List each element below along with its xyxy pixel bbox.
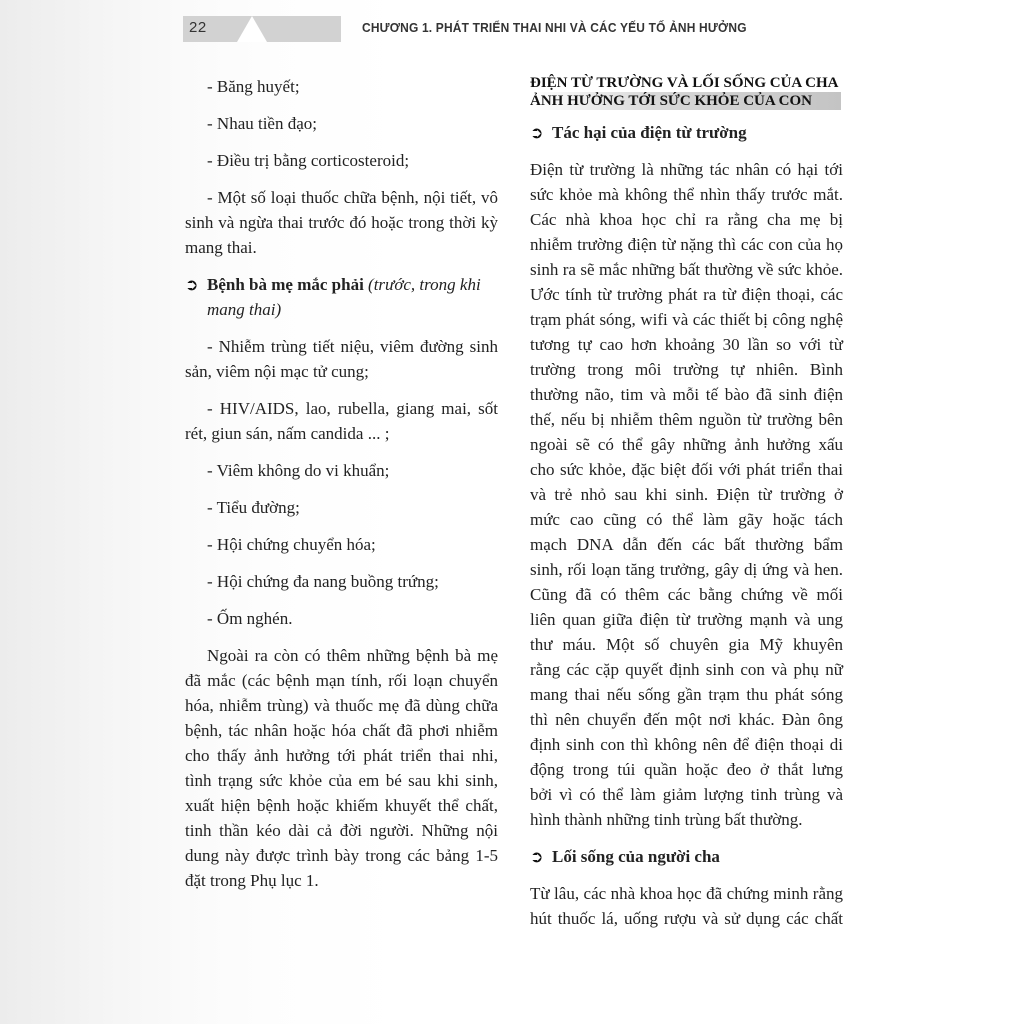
chapter-title: CHƯƠNG 1. PHÁT TRIỂN THAI NHI VÀ CÁC YẾU TỐ ẢNH HƯỞNG (362, 20, 747, 35)
text-line: liên quan giữa điện từ trường mạnh và ung (530, 610, 843, 629)
arrow-icon: ➲ (185, 275, 199, 294)
text-line: bởi vì có thể làm giảm lượng tinh trùng và (530, 785, 843, 804)
heading-italic: (trước, trong khi (368, 275, 481, 294)
arrow-icon: ➲ (530, 123, 544, 142)
text-line: Cũng đã có thêm các bằng chứng về mối (530, 585, 843, 604)
subheading: Tác hại của điện từ trường (552, 123, 747, 142)
text-line: bệnh, tác nhân hoặc hóa chất đã phơi nhiễm (185, 721, 498, 740)
paragraph-emf (530, 157, 843, 832)
header-notch (237, 16, 267, 42)
paragraph-lifestyle (530, 881, 843, 931)
text-line: hóa, nhiễm trùng) và thuốc mẹ đã dùng chữa (185, 696, 498, 715)
text-line: tương tự cao hơn khoảng 30 lần so với từ (530, 335, 843, 354)
text-line: Từ lâu, các nhà khoa học đã chứng minh rằng (530, 884, 843, 903)
text-line: động trong túi quần hoặc đeo ở thắt lưng (530, 760, 843, 779)
subheading: Lối sống của người cha (552, 847, 720, 866)
text-line: ngoài sẽ có thể gây những ảnh hưởng xấu (530, 435, 843, 454)
text-line: sinh và ngừa thai trước đó hoặc trong thời kỳ (185, 213, 498, 232)
text-line: thế, nếu bị nhiễm thêm nguồn từ trường bên (530, 410, 843, 429)
text-line: trường trong môi trường tự nhiên. Bình (530, 360, 843, 379)
text-line: sản, viêm nội mạc tử cung; (185, 362, 369, 381)
text-line: tinh thần kéo dài cả đời người. Những nội (185, 821, 498, 840)
text-line: Các nhà khoa học chỉ ra rằng cha mẹ bị (530, 210, 843, 229)
heading-emf-harm (530, 120, 843, 145)
text-line: thường não, tim và mỗi tế bào đã sinh điện (530, 385, 843, 404)
list-item-hiv (185, 396, 498, 446)
text-line: - Một số loại thuốc chữa bệnh, nội tiết, vô (207, 188, 498, 207)
text-line: sinh, rối loạn tăng trưởng, gây dị ứng và hen. (530, 560, 843, 579)
list-item: - Hội chứng chuyển hóa; (207, 535, 376, 554)
left-column (185, 74, 498, 905)
text-line: nhiễm trường điện từ nặng thì các con của họ (530, 235, 843, 254)
heading-italic: mang thai) (207, 300, 282, 319)
text-line: tình trạng sức khỏe của em bé sau khi sinh, (185, 771, 498, 790)
text-line: xuất hiện bệnh hoặc khiếm khuyết thể chất, (185, 796, 498, 815)
list-item: - Tiểu đường; (207, 498, 300, 517)
text-line: mang thai. (185, 238, 257, 257)
page-number: 22 (189, 19, 207, 36)
text-line: hình thành những tinh trùng bất thường. (530, 810, 803, 829)
section-title (530, 74, 843, 110)
text-line: Ước tính từ trường phát ra từ điện thoại, các (530, 285, 843, 304)
text-line: thư máu. Một số chuyên gia Mỹ khuyên (530, 635, 843, 654)
text-line: - HIV/AIDS, lao, rubella, giang mai, sốt (207, 399, 498, 418)
text-line: cho thấy ảnh hưởng tới phát triển thai nhi, (185, 746, 498, 765)
right-column (530, 74, 843, 943)
arrow-icon: ➲ (530, 847, 544, 866)
text-line: đặt trong Phụ lục 1. (185, 871, 319, 890)
list-item: - Điều trị bằng corticosteroid; (207, 151, 410, 170)
heading-bold: Bệnh bà mẹ mắc phải (207, 275, 364, 294)
text-line: cho sức khỏe, đặc biệt đối với phát triển thai (530, 460, 843, 479)
text-line: dung này được trình bày trong các bảng 1-5 (185, 846, 498, 865)
text-line: sinh ra sẽ mắc những bất thường về sức khỏe. (530, 260, 843, 279)
text-line: trạm phát sóng, wifi và các thiết bị công nghệ (530, 310, 843, 329)
text-line: mức cao cũng có thể làm gãy hoặc tách (530, 510, 843, 529)
heading-maternal-diseases (185, 272, 498, 322)
text-line: thì nên chuyển đến một nơi khác. Đàn ông (530, 710, 843, 729)
text-line: định sinh con thì không nên để điện thoại di (530, 735, 843, 754)
section-title-line: ĐIỆN TỪ TRƯỜNG VÀ LỐI SỐNG CỦA CHA (530, 75, 839, 91)
list-item: - Nhau tiền đạo; (207, 114, 317, 133)
text-line: hút thuốc lá, uống rượu và sử dụng các chất (530, 909, 843, 928)
list-item: - Viêm không do vi khuẩn; (207, 461, 390, 480)
list-item: - Băng huyết; (207, 77, 300, 96)
paragraph-other-diseases (185, 643, 498, 893)
list-item-infection (185, 334, 498, 384)
text-line: và trẻ nhỏ sau khi sinh. Điện từ trường ở (530, 485, 843, 504)
list-item: - Ốm nghén. (207, 609, 293, 628)
text-line: Ngoài ra còn có thêm những bệnh bà mẹ (207, 646, 498, 665)
list-item-drugs (185, 185, 498, 260)
heading-father-lifestyle (530, 844, 843, 869)
text-line: rằng các cặp quyết định sinh con và phụ nữ (530, 660, 843, 679)
text-line: đã mắc (các bệnh mạn tính, rối loạn chuyển (185, 671, 498, 690)
text-line: rét, giun sán, nấm candida ... ; (185, 424, 390, 443)
text-line: mang thai nếu sống gần trạm thu phát sóng (530, 685, 843, 704)
list-item: - Hội chứng đa nang buồng trứng; (207, 572, 439, 591)
text-line: - Nhiễm trùng tiết niệu, viêm đường sinh (207, 337, 498, 356)
text-line: mạch DNA dẫn đến các bất thường bẩm (530, 535, 843, 554)
section-title-line: ẢNH HƯỞNG TỚI SỨC KHỎE CỦA CON (530, 92, 841, 110)
text-line: Điện từ trường là những tác nhân có hại tới (530, 160, 843, 179)
text-line: sức khỏe mà không thể nhìn thấy trước mắt. (530, 185, 843, 204)
